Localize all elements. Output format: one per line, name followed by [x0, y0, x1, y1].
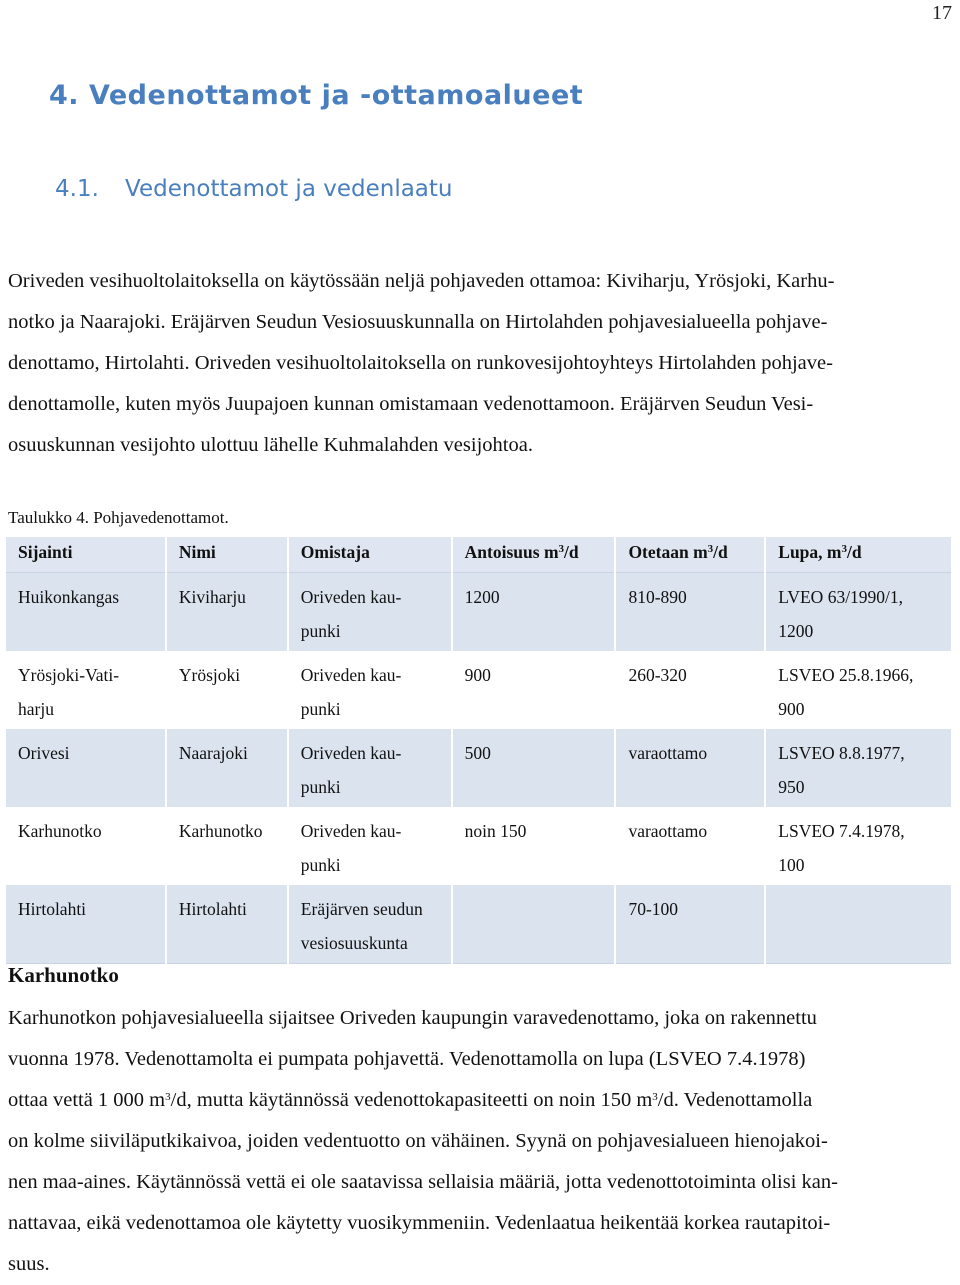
- table-row: [6, 651, 952, 729]
- cell-nimi: Yrösjoki: [166, 651, 288, 729]
- paragraph-line: on kolme siiviläputkikaivoa, joiden vedentuotto on vähäinen. Syynä on pohjavesialueen hienojakoi-: [8, 1130, 828, 1152]
- paragraph-line: ottaa vettä 1 000 $m^3/d$, mutta käytännössä vedenottokapasiteetti on noin 150 $m^3/d$. Vedenottamolla: [8, 1089, 813, 1111]
- paragraph-line: Karhunotkon pohjavesialueella sijaitsee Oriveden kaupungin varavedenottamo, joka on rakennettu: [8, 1007, 817, 1029]
- intro-paragraph: [8, 261, 953, 466]
- header-nimi: Nimi: [166, 537, 288, 573]
- cell-nimi: Hirtolahti: [166, 885, 288, 964]
- header-lupa: Lupa, $m^3/d$: [765, 537, 952, 573]
- cell-lupa: LSVEO 25.8.1966, 900: [765, 651, 952, 729]
- paragraph-line: Oriveden vesihuoltolaitoksella on käytössään neljä pohjaveden ottamoa: Kiviharju, Yrösjoki, Karhu-: [8, 270, 835, 292]
- table-row: [6, 807, 952, 885]
- cell-otetaan: varaottamo: [615, 729, 765, 807]
- paragraph-line: notko ja Naarajoki. Eräjärven Seudun Vesiosuuskunnalla on Hirtolahden pohjavesialueella pohjave-: [8, 311, 828, 333]
- cell-antoisuus: 900: [452, 651, 616, 729]
- paragraph-line: osuuskunnan vesijohto ulottuu lähelle Kuhmalahden vesijohtoa.: [8, 434, 533, 456]
- cell-otetaan: 260-320: [615, 651, 765, 729]
- table-header-row: [6, 537, 952, 573]
- page-number: 17: [932, 2, 952, 24]
- cell-lupa: LSVEO 7.4.1978, 100: [765, 807, 952, 885]
- paragraph-line: suus.: [8, 1253, 50, 1275]
- cell-antoisuus: noin 150: [452, 807, 616, 885]
- cell-nimi: Karhunotko: [166, 807, 288, 885]
- section-heading-4-1: [55, 176, 453, 202]
- paragraph-line: vuonna 1978. Vedenottamolta ei pumpata pohjavettä. Vedenottamolla on lupa (LSVEO 7.4.1978): [8, 1048, 806, 1070]
- cell-sijainti: Yrösjoki-Vati- harju: [6, 651, 166, 729]
- cell-sijainti: Hirtolahti: [6, 885, 166, 964]
- cell-antoisuus: 500: [452, 729, 616, 807]
- cell-sijainti: Orivesi: [6, 729, 166, 807]
- cell-nimi: Naarajoki: [166, 729, 288, 807]
- cell-omistaja: Oriveden kau- punki: [288, 573, 452, 652]
- section-title: Vedenottamot ja vedenlaatu: [125, 176, 453, 202]
- cell-sijainti: Karhunotko: [6, 807, 166, 885]
- header-sijainti: Sijainti: [6, 537, 166, 573]
- table-row: [6, 729, 952, 807]
- cell-omistaja: Oriveden kau- punki: [288, 729, 452, 807]
- cell-omistaja: Oriveden kau- punki: [288, 807, 452, 885]
- karhunotko-paragraph: [8, 998, 953, 1285]
- cell-otetaan: 810-890: [615, 573, 765, 652]
- paragraph-line: denottamolle, kuten myös Juupajoen kunnan omistamaan vedenottamoon. Eräjärven Seudun Vesi-: [8, 393, 814, 415]
- cell-lupa: [765, 885, 952, 964]
- paragraph-line: nen maa-aines. Käytännössä vettä ei ole saatavissa sellaisia määriä, jotta vedenottotoiminta olisi kan-: [8, 1171, 838, 1193]
- cell-antoisuus: 1200: [452, 573, 616, 652]
- cell-otetaan: varaottamo: [615, 807, 765, 885]
- section-number: 4.1.: [55, 176, 99, 202]
- header-omistaja: Omistaja: [288, 537, 452, 573]
- cell-sijainti: Huikonkangas: [6, 573, 166, 652]
- karhunotko-heading: Karhunotko: [8, 963, 119, 987]
- groundwater-intakes-table: [6, 537, 953, 964]
- cell-lupa: LVEO 63/1990/1, 1200: [765, 573, 952, 652]
- cell-omistaja: Oriveden kau- punki: [288, 651, 452, 729]
- cell-lupa: LSVEO 8.8.1977, 950: [765, 729, 952, 807]
- paragraph-line: nattavaa, eikä vedenottamoa ole käytetty vuosikymmeniin. Vedenlaatua heikentää korkea rautapitoi-: [8, 1212, 831, 1234]
- header-antoisuus: Antoisuus $m^3/d$: [452, 537, 616, 573]
- cell-omistaja: Eräjärven seudun vesiosuuskunta: [288, 885, 452, 964]
- cell-nimi: Kiviharju: [166, 573, 288, 652]
- chapter-heading: 4. Vedenottamot ja -ottamoalueet: [49, 80, 584, 111]
- table-row: [6, 885, 952, 964]
- cell-antoisuus: [452, 885, 616, 964]
- paragraph-line: denottamo, Hirtolahti. Oriveden vesihuoltolaitoksella on runkovesijohtoyhteys Hirtolahden pohjave-: [8, 352, 833, 374]
- table-caption: Taulukko 4. Pohjavedenottamot.: [8, 508, 229, 527]
- cell-otetaan: 70-100: [615, 885, 765, 964]
- header-otetaan: Otetaan $m^3/d$: [615, 537, 765, 573]
- table-row: [6, 573, 952, 652]
